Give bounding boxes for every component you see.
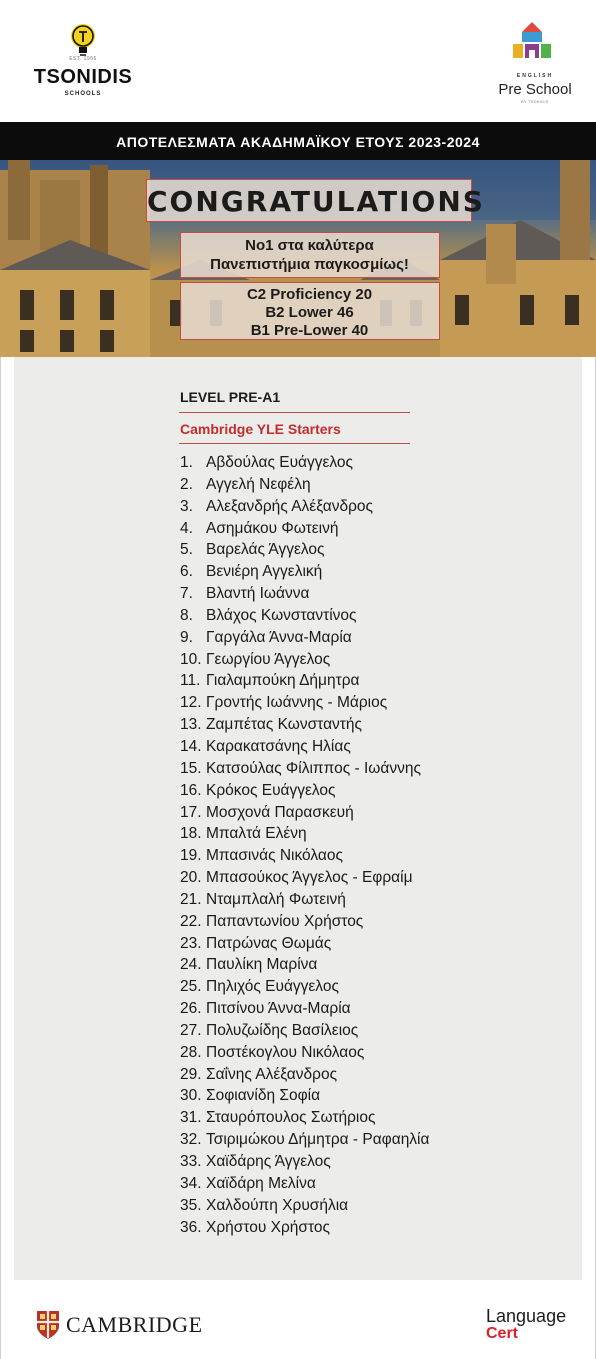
student-name: Παυλίκη Μαρίνα	[206, 956, 318, 974]
student-number: 3.	[180, 497, 193, 515]
student-number: 31.	[180, 1109, 202, 1127]
student-name: Παπαντωνίου Χρήστος	[206, 912, 364, 930]
student-number: 7.	[180, 585, 193, 603]
student-name: Γροντής Ιωάννης - Μάριος	[206, 694, 388, 712]
level-heading: LEVEL PRE-A1	[180, 389, 281, 405]
student-number: 2.	[180, 475, 193, 493]
student-list-item	[180, 825, 560, 847]
student-list	[180, 454, 560, 1240]
student-name: Ποστέκογλου Νικόλαος	[206, 1043, 365, 1061]
university-banner	[0, 160, 596, 357]
student-number: 4.	[180, 519, 193, 537]
student-list-item	[180, 1087, 560, 1109]
student-number: 28.	[180, 1043, 202, 1061]
student-list-item	[180, 694, 560, 716]
student-name: Σαΐνης Αλέξανδρος	[206, 1065, 338, 1083]
student-number: 32.	[180, 1131, 202, 1149]
student-list-item	[180, 1175, 560, 1197]
student-list-item	[180, 1131, 560, 1153]
student-name: Χαϊδάρης Άγγελος	[206, 1153, 331, 1170]
no1-line-2: Πανεπιστήμια παγκοσμίως!	[210, 256, 409, 273]
student-name: Μπαλτά Ελένη	[206, 825, 307, 843]
student-name: Μοσχονά Παρασκευή	[206, 803, 354, 821]
student-number: 5.	[180, 541, 193, 559]
student-list-item	[180, 1044, 560, 1066]
brand-name: TSONIDIS	[33, 66, 133, 88]
exam-results-box	[180, 282, 440, 340]
student-list-item	[180, 672, 560, 694]
student-number: 15.	[180, 759, 202, 777]
student-name: Πηλιχός Ευάγγελος	[206, 978, 339, 996]
student-list-item	[180, 913, 560, 935]
student-name: Αγγελή Νεφέλη	[206, 475, 311, 493]
student-number: 34.	[180, 1174, 202, 1192]
results-title: ΑΠΟΤΕΛΕΣΜΑΤΑ ΑΚΑΔΗΜΑΪΚΟΥ ΕΤΟΥΣ 2023-2024	[116, 134, 480, 150]
result-b1: B1 Pre-Lower 40	[250, 322, 369, 339]
student-name: Αλεξανδρής Αλέξανδρος	[206, 497, 373, 515]
student-name: Τσιριμώκου Δήμητρα - Ραφαηλία	[206, 1131, 430, 1149]
no1-line-1: No1 στα καλύτερα	[245, 237, 374, 254]
student-name: Χρήστου Χρήστος	[206, 1218, 330, 1236]
student-number: 29.	[180, 1065, 202, 1083]
houses-icon	[509, 22, 555, 68]
student-number: 17.	[180, 803, 202, 821]
student-list-item	[180, 585, 560, 607]
languagecert-word-1: Language	[486, 1306, 567, 1326]
english-label: ENGLISH	[516, 73, 554, 79]
by-tsonidis: BY TSONIDIS	[521, 100, 549, 104]
student-list-item	[180, 1066, 560, 1088]
student-list-item	[180, 541, 560, 563]
student-name: Αβδούλας Ευάγγελος	[206, 454, 354, 471]
student-list-item	[180, 935, 560, 957]
student-list-item	[180, 1197, 560, 1219]
student-list-item	[180, 1022, 560, 1044]
brand-subtitle: SCHOOLS	[64, 91, 102, 97]
student-list-item	[180, 476, 560, 498]
student-number: 19.	[180, 847, 202, 865]
header	[0, 0, 596, 122]
student-number: 33.	[180, 1153, 202, 1170]
student-list-item	[180, 1153, 560, 1175]
student-number: 14.	[180, 737, 202, 755]
student-number: 30.	[180, 1087, 202, 1105]
student-list-item	[180, 804, 560, 826]
divider	[179, 443, 410, 444]
student-list-item	[180, 738, 560, 760]
student-number: 6.	[180, 563, 193, 581]
student-list-item	[180, 891, 560, 913]
student-name: Χαλδούπη Χρυσήλια	[206, 1196, 349, 1214]
student-number: 35.	[180, 1196, 202, 1214]
student-name: Πολυζωίδης Βασίλειος	[206, 1021, 359, 1039]
student-name: Μπασούκος Άγγελος - Εφραίμ	[206, 869, 413, 887]
student-name: Βενιέρη Αγγελική	[206, 563, 323, 581]
divider	[179, 412, 410, 413]
student-list-item	[180, 1000, 560, 1022]
preschool-name: Pre School	[498, 81, 572, 98]
student-list-item	[180, 607, 560, 629]
student-list-item	[180, 651, 560, 673]
student-number: 36.	[180, 1218, 202, 1236]
cambridge-wordmark: CAMBRIDGE	[66, 1312, 203, 1337]
cambridge-shield-icon	[36, 1310, 60, 1340]
student-number: 26.	[180, 1000, 202, 1018]
student-list-item	[180, 498, 560, 520]
student-number: 22.	[180, 912, 202, 930]
student-name: Νταμπλαλή Φωτεινή	[206, 890, 346, 908]
student-number: 20.	[180, 869, 202, 887]
congratulations-text: CONGRATULATIONS	[147, 185, 485, 218]
student-number: 21.	[180, 890, 202, 908]
preschool-logo	[490, 22, 580, 104]
student-list-item	[180, 1109, 560, 1131]
student-number: 27.	[180, 1021, 202, 1039]
student-name: Βαρελάς Άγγελος	[206, 541, 325, 559]
result-c2: C2 Proficiency 20	[246, 286, 373, 303]
student-name: Χαϊδάρη Μελίνα	[206, 1174, 316, 1192]
no1-box	[180, 232, 440, 278]
student-name: Ασημάκου Φωτεινή	[206, 519, 339, 537]
student-number: 1.	[180, 454, 193, 471]
student-number: 8.	[180, 606, 193, 624]
student-name: Σταυρόπουλος Σωτήριος	[206, 1109, 376, 1127]
student-name: Κρόκος Ευάγγελος	[206, 781, 336, 799]
student-name: Πιτσίνου Άννα-Μαρία	[206, 1000, 351, 1018]
student-number: 13.	[180, 716, 202, 734]
student-list-item	[180, 782, 560, 804]
lightbulb-icon	[68, 22, 98, 60]
student-number: 25.	[180, 978, 202, 996]
student-list-item	[180, 520, 560, 542]
student-name: Σοφιανίδη Σοφία	[206, 1087, 321, 1105]
student-name: Βλάχος Κωνσταντίνος	[206, 606, 357, 624]
student-number: 11.	[180, 672, 201, 690]
student-list-item	[180, 454, 560, 476]
student-name: Μπασινάς Νικόλαος	[206, 847, 343, 865]
student-list-item	[180, 716, 560, 738]
student-list-item	[180, 629, 560, 651]
est-text: EST. 1966	[69, 56, 97, 62]
student-list-item	[180, 1219, 560, 1241]
student-number: 16.	[180, 781, 202, 799]
student-name: Γαργάλα Άννα-Μαρία	[206, 628, 352, 646]
exam-name: Cambridge YLE Starters	[180, 421, 341, 437]
student-number: 12.	[180, 694, 202, 712]
student-name: Γεωργίου Άγγελος	[206, 650, 331, 668]
student-name: Καρακατσάνης Ηλίας	[206, 737, 351, 755]
result-b2: B2 Lower 46	[265, 304, 354, 321]
student-name: Κατσούλας Φίλιππος - Ιωάννης	[206, 759, 421, 777]
student-list-item	[180, 847, 560, 869]
student-list-item	[180, 869, 560, 891]
student-list-item	[180, 760, 560, 782]
student-name: Πατρώνας Θωμάς	[206, 934, 332, 952]
tsonidis-logo	[28, 22, 138, 104]
student-number: 10.	[180, 650, 202, 668]
student-number: 9.	[180, 628, 193, 646]
languagecert-word-2: Cert	[486, 1325, 519, 1342]
student-number: 18.	[180, 825, 202, 843]
student-number: 24.	[180, 956, 202, 974]
student-list-item	[180, 563, 560, 585]
student-list-item	[180, 956, 560, 978]
congratulations-box	[146, 179, 485, 222]
student-name: Γιαλαμπούκη Δήμητρα	[206, 672, 360, 690]
student-name: Ζαμπέτας Κωνσταντής	[206, 716, 362, 734]
results-title-bar	[0, 122, 596, 160]
student-number: 23.	[180, 934, 202, 952]
student-list-item	[180, 978, 560, 1000]
student-name: Βλαντή Ιωάννα	[206, 585, 310, 603]
